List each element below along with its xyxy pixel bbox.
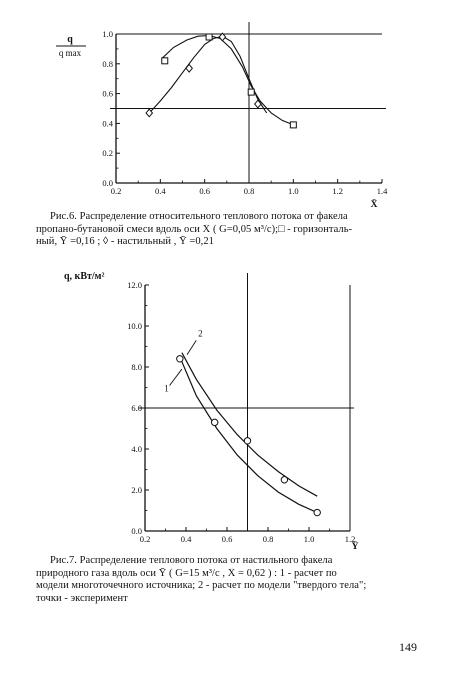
x-tick-label: 1.4	[376, 186, 388, 196]
y-tick-label: 0.0	[131, 526, 142, 536]
calc-curve-1	[180, 357, 317, 513]
y-tick-label: 10.0	[127, 321, 142, 331]
figure-7-caption-line: Рис.7. Распределение теплового потока от настильного факела	[50, 555, 333, 566]
y-tick-label: 0.0	[102, 178, 113, 188]
figure-6-caption-line: пропано-бутановой смеси вдоль оси X̄ ( G=0,05 м³/с);□ - горизонталь-	[36, 223, 353, 235]
y-tick-label: 1.0	[102, 29, 113, 39]
series-curve-square	[163, 36, 294, 125]
x-tick-label: 0.6	[199, 186, 210, 196]
x-tick-label: 0.2	[110, 186, 122, 196]
x-tick-label: 0.2	[139, 534, 151, 544]
diamond-marker	[186, 64, 192, 72]
x-axis-label: X̄	[370, 200, 378, 210]
x-tick-label: 1.0	[303, 534, 315, 544]
y-tick-label: 2.0	[131, 485, 142, 495]
x-tick-label: 0.4	[180, 534, 192, 544]
x-tick-label: 1.2	[344, 534, 356, 544]
x-tick-label: 1.0	[288, 186, 299, 196]
x-tick-label: 0.4	[155, 186, 166, 196]
figure-6-caption	[36, 211, 431, 249]
figure-6-caption-line: Рис.6. Распределение относительного теплового потока от факела	[50, 211, 348, 222]
x-tick-label: 0.8	[262, 534, 274, 544]
y-tick-label: 0.6	[102, 88, 113, 99]
figure-7-caption	[36, 555, 431, 605]
x-axis-label: Ȳ	[351, 542, 359, 552]
experiment-point	[177, 356, 183, 362]
experiment-point	[281, 477, 287, 483]
y-tick-label: 12.0	[127, 280, 142, 290]
y-tick-label: 4.0	[131, 444, 142, 454]
y-axis-label: q, кВт/м²	[64, 271, 105, 282]
experiment-point	[212, 419, 218, 425]
experiment-point	[314, 509, 320, 515]
y-axis-label-denominator: q max	[58, 48, 82, 58]
y-tick-label: 6.0	[131, 403, 142, 413]
figure-7-caption-line: точки - эксперимент	[36, 592, 128, 604]
x-tick-label: 1.2	[332, 186, 343, 196]
y-axis-label-numerator: q	[67, 34, 73, 45]
square-marker	[206, 34, 212, 40]
figure-7-caption-line: модели многоточечного источника; 2 - расчет по модели "твердого тела";	[36, 580, 367, 591]
figure-6-chart	[0, 0, 450, 210]
square-marker	[248, 89, 254, 95]
curve-1-leader	[170, 369, 182, 385]
experiment-point	[244, 438, 250, 444]
square-marker	[290, 122, 296, 128]
figure-7-caption-line: природного газа вдоль оси Ȳ ( G=15 м³/с , X̄ = 0,62 ) : 1 - расчет по	[36, 567, 337, 579]
x-tick-label: 0.6	[221, 534, 233, 544]
figure-6-caption-line: ный, Ȳ =0,16 ; ◊ - настильный , Ȳ =0,21	[36, 236, 214, 247]
calc-curve-2	[182, 353, 317, 497]
square-marker	[162, 58, 168, 64]
y-tick-label: 8.0	[131, 362, 142, 372]
y-tick-label: 0.2	[102, 148, 113, 159]
y-tick-label: 0.8	[102, 58, 113, 69]
page-number: 149	[399, 640, 417, 654]
curve-2-label: 2	[198, 328, 203, 339]
x-tick-label: 0.8	[243, 186, 255, 196]
figure-7-chart	[0, 255, 450, 555]
curve-1-label: 1	[164, 383, 169, 394]
curve-2-leader	[187, 340, 196, 354]
y-tick-label: 0.4	[102, 118, 113, 129]
